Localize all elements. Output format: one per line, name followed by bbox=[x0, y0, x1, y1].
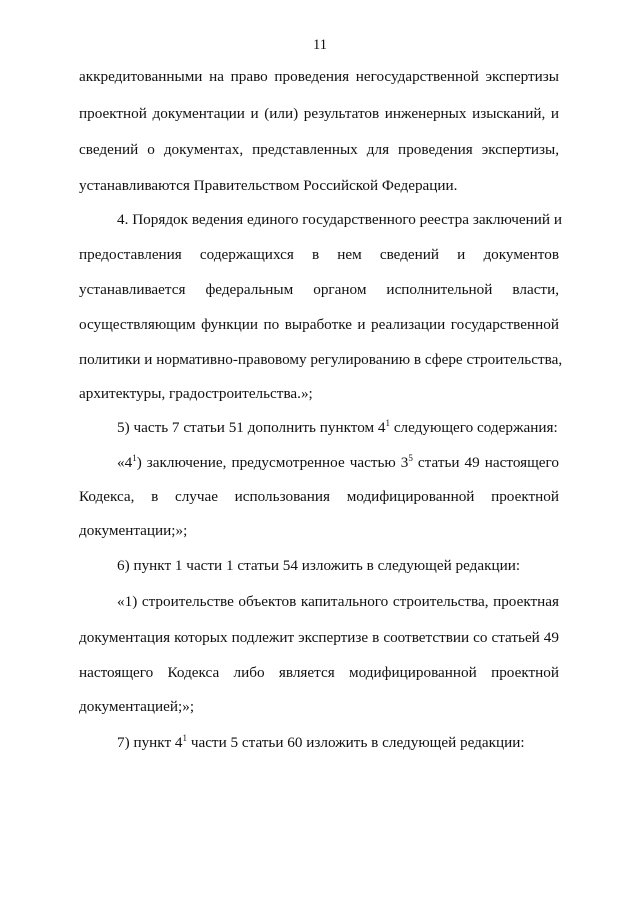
text-line: документация которых подлежит экспертизе в соответствии со статьей 49 bbox=[79, 629, 559, 646]
text-line: политики и нормативно-правовому регулированию в сфере строительства, bbox=[79, 351, 563, 368]
text-line: проектной документации и (или) результатов инженерных изысканий, и bbox=[79, 105, 559, 122]
text-line bbox=[117, 454, 559, 472]
text-line: 6) пункт 1 части 1 статьи 54 изложить в следующей редакции: bbox=[117, 557, 521, 574]
text-span: ) заключение, предусмотренное частью 3 bbox=[136, 454, 409, 471]
text-line: документации;»; bbox=[79, 522, 188, 539]
text-line bbox=[117, 419, 558, 437]
text-line: архитектуры, градостроительства.»; bbox=[79, 385, 313, 402]
superscript: 1 bbox=[385, 418, 391, 428]
text-line: 4. Порядок ведения единого государственного реестра заключений и bbox=[117, 211, 562, 228]
text-span: следующего содержания: bbox=[390, 419, 558, 436]
text-span: статьи 49 настоящего bbox=[412, 454, 559, 471]
text-span: части 5 статьи 60 изложить в следующей редакции: bbox=[187, 734, 525, 751]
text-span: «4 bbox=[117, 454, 133, 471]
page-number: 11 bbox=[313, 37, 327, 53]
text-span: 7) пункт 4 bbox=[117, 734, 183, 751]
text-line: документацией;»; bbox=[79, 698, 195, 715]
text-line: настоящего Кодекса либо является модифицированной проектной bbox=[79, 664, 559, 681]
text-line: «1) строительстве объектов капитального строительства, проектная bbox=[117, 593, 559, 610]
superscript: 5 bbox=[408, 453, 413, 463]
text-line: аккредитованными на право проведения негосударственной экспертизы bbox=[79, 68, 559, 85]
text-line: предоставления содержащихся в нем сведений и документов bbox=[79, 246, 559, 263]
text-line: устанавливается федеральным органом исполнительной власти, bbox=[79, 281, 559, 298]
text-line: Кодекса, в случае использования модифицированной проектной bbox=[79, 488, 559, 505]
superscript: 1 bbox=[132, 453, 137, 463]
superscript: 1 bbox=[182, 733, 188, 743]
text-line: устанавливаются Правительством Российской Федерации. bbox=[79, 177, 458, 194]
text-line bbox=[117, 734, 525, 752]
text-line: осуществляющим функции по выработке и реализации государственной bbox=[79, 316, 559, 333]
text-span: 5) часть 7 статьи 51 дополнить пунктом 4 bbox=[117, 419, 386, 436]
text-line: сведений о документах, представленных для проведения экспертизы, bbox=[79, 141, 559, 158]
